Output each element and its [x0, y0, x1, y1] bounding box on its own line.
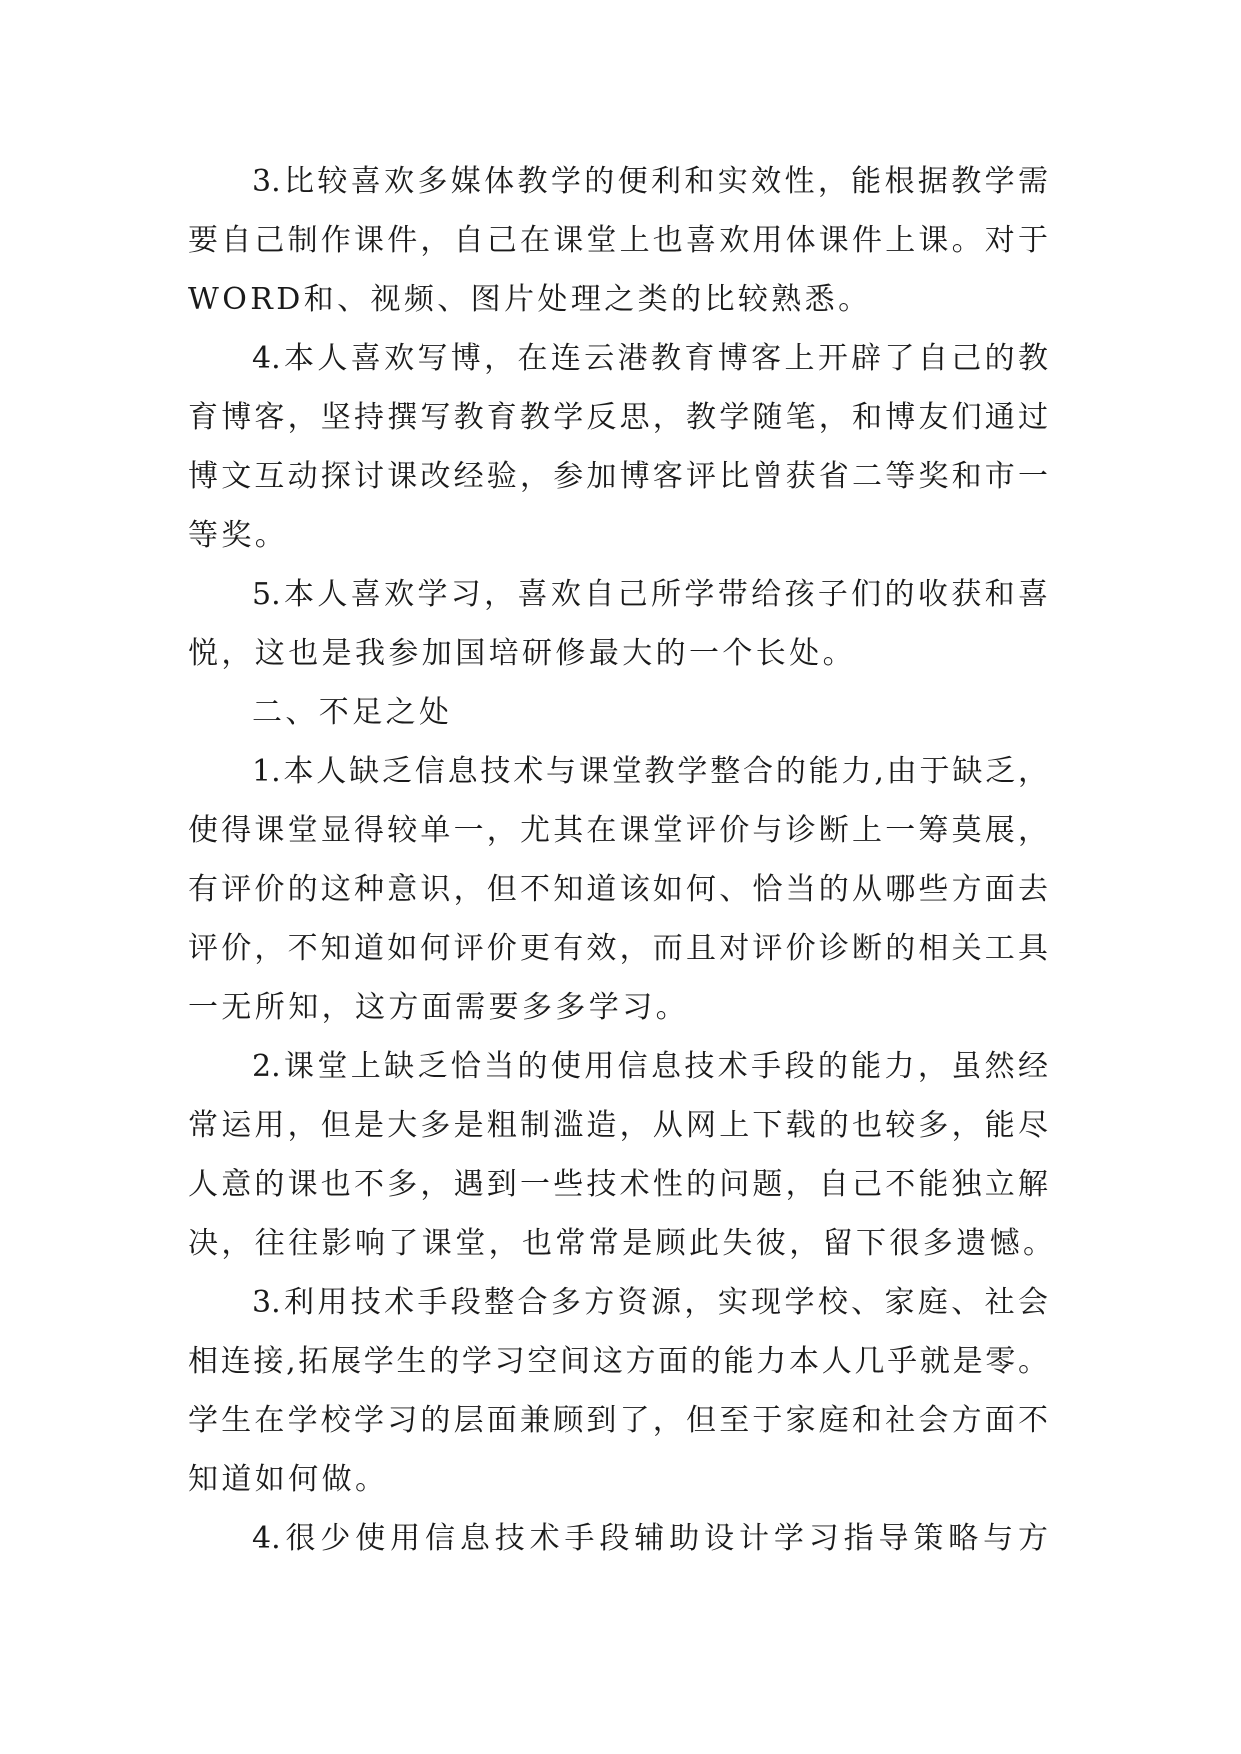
paragraph-line: 使得课堂显得较单一，尤其在课堂评价与诊断上一筹莫展， [188, 813, 1048, 848]
paragraph-line: 常运用，但是大多是粗制滥造，从网上下载的也较多，能尽 [188, 1108, 1048, 1143]
paragraph-line: 博文互动探讨课改经验，参加博客评比曾获省二等奖和市一 [188, 459, 1048, 494]
document-body [188, 152, 1057, 1568]
paragraph-line: 相连接,拓展学生的学习空间这方面的能力本人几乎就是零。 [188, 1344, 1048, 1379]
paragraph-line: 一无所知，这方面需要多多学习。 [188, 990, 689, 1025]
paragraph-line: 知道如何做。 [188, 1462, 389, 1497]
paragraph-line: 育博客，坚持撰写教育教学反思，教学随笔，和博友们通过 [188, 400, 1048, 435]
paragraph-line: 决，往往影响了课堂，也常常是顾此失彼，留下很多遗憾。 [188, 1226, 1057, 1261]
paragraph-line: 要自己制作课件，自己在课堂上也喜欢用体课件上课。对于 [188, 223, 1048, 258]
paragraph-line: 人意的课也不多，遇到一些技术性的问题，自己不能独立解 [188, 1167, 1048, 1202]
paragraph-line: 3.利用技术手段整合多方资源，实现学校、家庭、社会 [252, 1285, 1048, 1320]
paragraph-line: 3.比较喜欢多媒体教学的便利和实效性，能根据教学需 [252, 164, 1048, 199]
paragraph-line: 1.本人缺乏信息技术与课堂教学整合的能力,由于缺乏， [252, 754, 1048, 789]
paragraph-line: 4.很少使用信息技术手段辅助设计学习指导策略与方 [252, 1521, 1048, 1556]
paragraph-line: 2.课堂上缺乏恰当的使用信息技术手段的能力，虽然经 [252, 1049, 1048, 1084]
paragraph-line: 等奖。 [188, 518, 289, 553]
paragraph-line: 学生在学校学习的层面兼顾到了，但至于家庭和社会方面不 [188, 1403, 1048, 1438]
paragraph-line: 5.本人喜欢学习，喜欢自己所学带给孩子们的收获和喜 [252, 577, 1048, 612]
paragraph-line: 评价，不知道如何评价更有效，而且对评价诊断的相关工具 [188, 931, 1048, 966]
section-heading: 二、不足之处 [252, 695, 453, 730]
paragraph-line: 悦，这也是我参加国培研修最大的一个长处。 [188, 636, 856, 671]
paragraph-line: WORD和、视频、图片处理之类的比较熟悉。 [188, 282, 872, 317]
paragraph-line: 有评价的这种意识，但不知道该如何、恰当的从哪些方面去 [188, 872, 1048, 907]
paragraph-line: 4.本人喜欢写博，在连云港教育博客上开辟了自己的教 [252, 341, 1048, 376]
